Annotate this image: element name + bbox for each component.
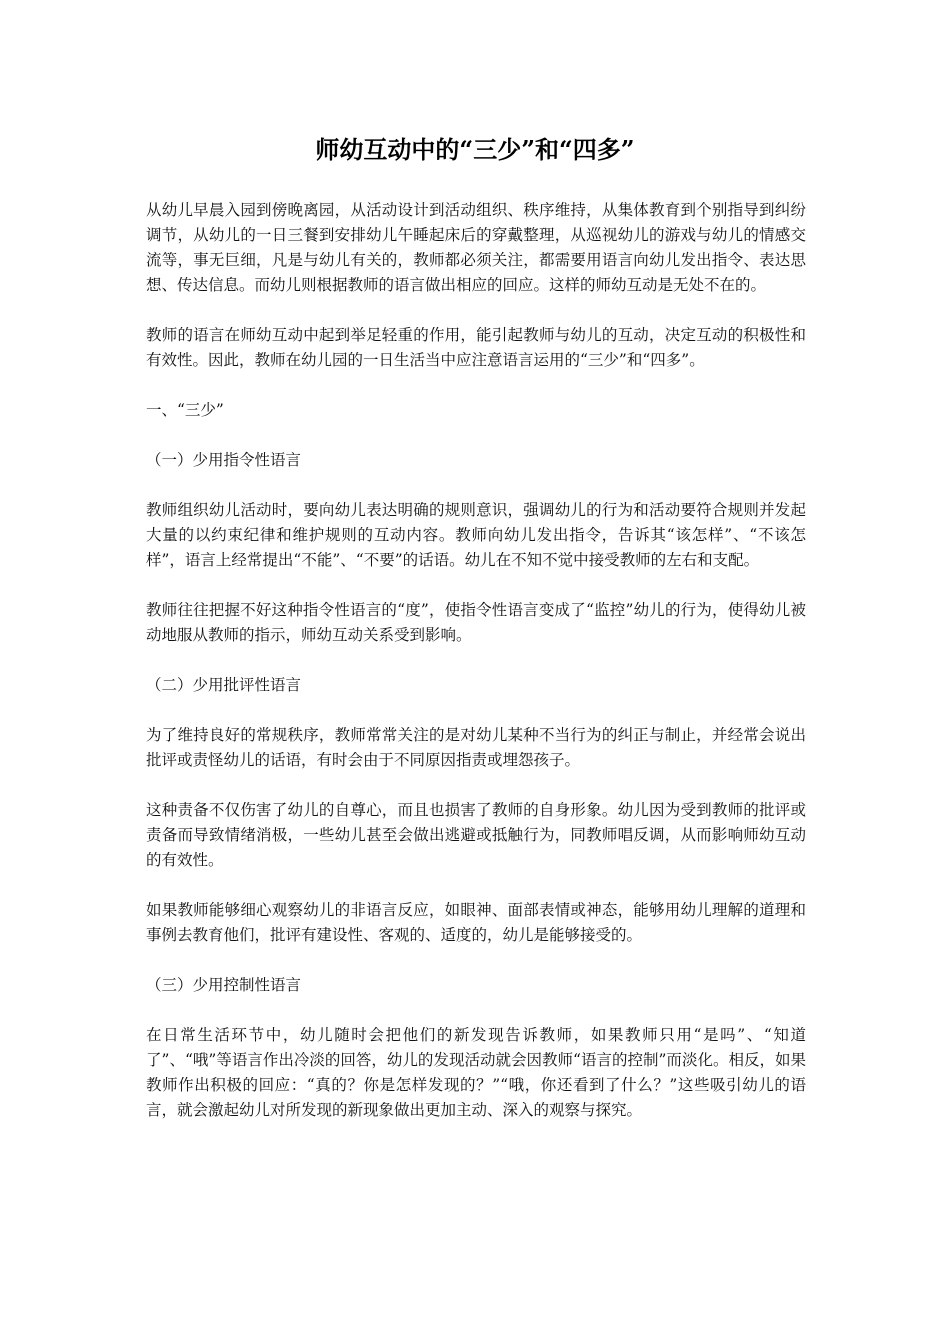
paragraph: 这种责备不仅伤害了幼儿的自尊心，而且也损害了教师的自身形象。幼儿因为受到教师的批评或责备而导致情绪消极，一些幼儿甚至会做出逃避或抵触行为，同教师唱反调，从而影响师幼互动的有效性。	[146, 801, 806, 869]
paragraph: 从幼儿早晨入园到傍晚离园，从活动设计到活动组织、秩序维持，从集体教育到个别指导到纠纷调节，从幼儿的一日三餐到安排幼儿午睡起床后的穿戴整理，从巡视幼儿的游戏与幼儿的情感交流等，事无巨细，凡是与幼儿有关的，教师都必须关注，都需要用语言向幼儿发出指令、表达思想、传达信息。而幼儿则根据教师的语言做出相应的回应。这样的师幼互动是无处不在的。	[146, 201, 806, 294]
section-heading: 一、“三少”	[146, 401, 224, 419]
document-title: 师幼互动中的“三少”和“四多”	[315, 135, 635, 164]
subsection-heading: （一）少用指令性语言	[146, 451, 302, 469]
subsection-heading: （三）少用控制性语言	[146, 976, 302, 994]
paragraph: 教师组织幼儿活动时，要向幼儿表达明确的规则意识，强调幼儿的行为和活动要符合规则并发起大量的以约束纪律和维护规则的互动内容。教师向幼儿发出指令，告诉其“该怎样”、“不该怎样”，语言上经常提出“不能”、“不要”的话语。幼儿在不知不觉中接受教师的左右和支配。	[146, 501, 806, 569]
paragraph: 为了维持良好的常规秩序，教师常常关注的是对幼儿某种不当行为的纠正与制止，并经常会说出批评或责怪幼儿的话语，有时会由于不同原因指责或埋怨孩子。	[146, 726, 806, 769]
document-body	[146, 198, 806, 1148]
paragraph: 教师往往把握不好这种指令性语言的“度”，使指令性语言变成了“监控”幼儿的行为，使得幼儿被动地服从教师的指示，师幼互动关系受到影响。	[146, 601, 806, 644]
paragraph: 在日常生活环节中，幼儿随时会把他们的新发现告诉教师，如果教师只用“是吗”、“知道了”、“哦”等语言作出冷淡的回答，幼儿的发现活动就会因教师“语言的控制”而淡化。相反，如果教师作出积极的回应：“真的？你是怎样发现的？”“哦，你还看到了什么？”这些吸引幼儿的语言，就会激起幼儿对所发现的新现象做出更加主动、深入的观察与探究。	[146, 1026, 806, 1119]
subsection-heading: （二）少用批评性语言	[146, 676, 302, 694]
paragraph: 教师的语言在师幼互动中起到举足轻重的作用，能引起教师与幼儿的互动，决定互动的积极性和有效性。因此，教师在幼儿园的一日生活当中应注意语言运用的“三少”和“四多”。	[146, 326, 806, 369]
paragraph: 如果教师能够细心观察幼儿的非语言反应，如眼神、面部表情或神态，能够用幼儿理解的道理和事例去教育他们，批评有建设性、客观的、适度的，幼儿是能够接受的。	[146, 901, 806, 944]
